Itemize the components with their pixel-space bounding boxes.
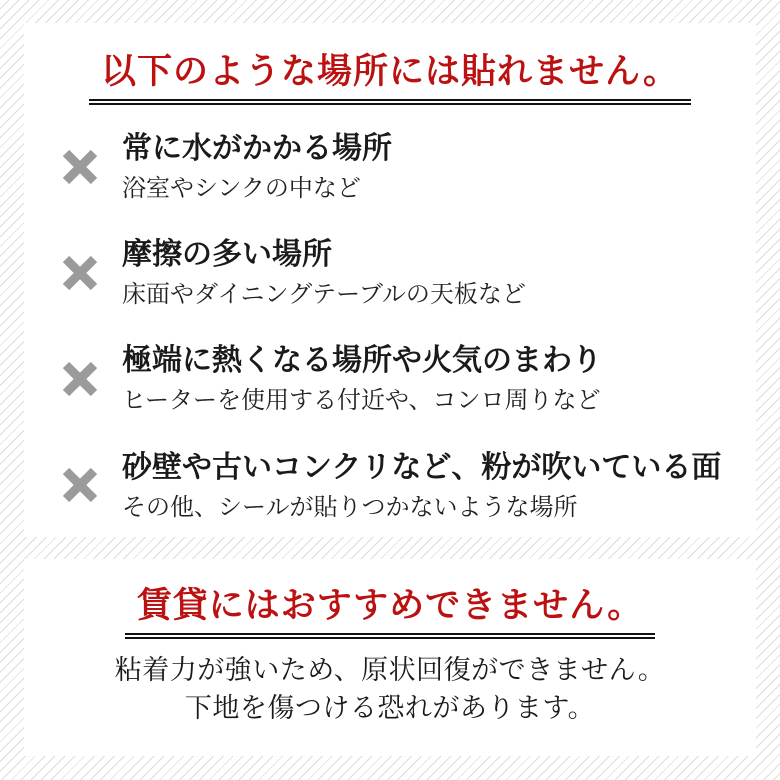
item-heading: 摩擦の多い場所 <box>122 238 332 272</box>
rental-body <box>24 651 756 727</box>
list-item-text <box>122 129 756 204</box>
rental-body-line: 粘着力が強いため、原状回復ができません。 <box>114 655 666 685</box>
list-item <box>60 341 756 416</box>
list-item <box>60 448 756 523</box>
rental-section <box>24 559 756 756</box>
item-heading: 極端に熱くなる場所や火気のまわり <box>122 344 602 378</box>
item-description: その他、シールが貼りつかないような場所 <box>122 493 578 521</box>
list-item-text <box>122 448 756 523</box>
section-title-no-stick: 以下のような場所には貼れません。 <box>89 51 691 105</box>
cross-icon <box>60 147 100 187</box>
item-description: 床面やダイニングテーブルの天板など <box>122 281 526 309</box>
list-item <box>60 129 756 204</box>
cross-icon <box>60 253 100 293</box>
rental-body-line: 下地を傷つける恐れがあります。 <box>184 693 596 723</box>
list-item-text <box>122 235 756 310</box>
list-item <box>60 235 756 310</box>
section-title-rental: 賃貸にはおすすめできません。 <box>125 585 655 639</box>
cross-icon <box>60 465 100 505</box>
no-stick-section <box>24 23 756 537</box>
cross-icon <box>60 359 100 399</box>
list-item-text <box>122 341 756 416</box>
item-description: 浴室やシンクの中など <box>122 175 361 202</box>
item-heading: 常に水がかかる場所 <box>122 132 392 165</box>
no-stick-list <box>24 129 756 523</box>
item-description: ヒーターを使用する付近や、コンロ周りなど <box>122 387 601 415</box>
item-heading: 砂壁や古いコンクリなど、粉が吹いている面 <box>122 450 722 484</box>
